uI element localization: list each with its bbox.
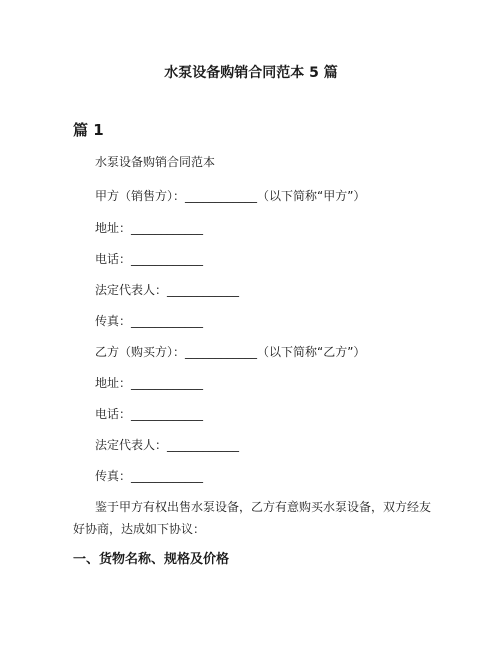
document-title: 水泵设备购销合同范本 5 篇 (164, 65, 338, 81)
section-heading: 篇 1 (73, 121, 104, 139)
party-b-fax-line: 传真：____________ (95, 469, 204, 483)
party-a-phone-line: 电话：____________ (95, 252, 204, 266)
party-b-phone-line: 电话：____________ (95, 407, 204, 421)
party-b-representative-line: 法定代表人：____________ (95, 438, 240, 452)
contract-title-line: 水泵设备购销合同范本 (95, 155, 216, 169)
party-a-address-line: 地址：____________ (95, 221, 204, 235)
party-b-address-line: 地址：____________ (95, 376, 204, 390)
party-a-fax-line: 传真：____________ (95, 314, 204, 328)
sub-heading: 一、货物名称、规格及价格 (73, 552, 230, 567)
party-a-line: 甲方（销售方）：____________（以下简称“甲方”） (95, 189, 366, 203)
party-b-line: 乙方（购买方）：____________（以下简称“乙方”） (95, 345, 366, 359)
intro-paragraph: 鉴于甲方有权出售水泵设备，乙方有意购买水泵设备，双方经友好协商，达成如下协议： (73, 500, 432, 536)
party-a-representative-line: 法定代表人：____________ (95, 283, 240, 297)
